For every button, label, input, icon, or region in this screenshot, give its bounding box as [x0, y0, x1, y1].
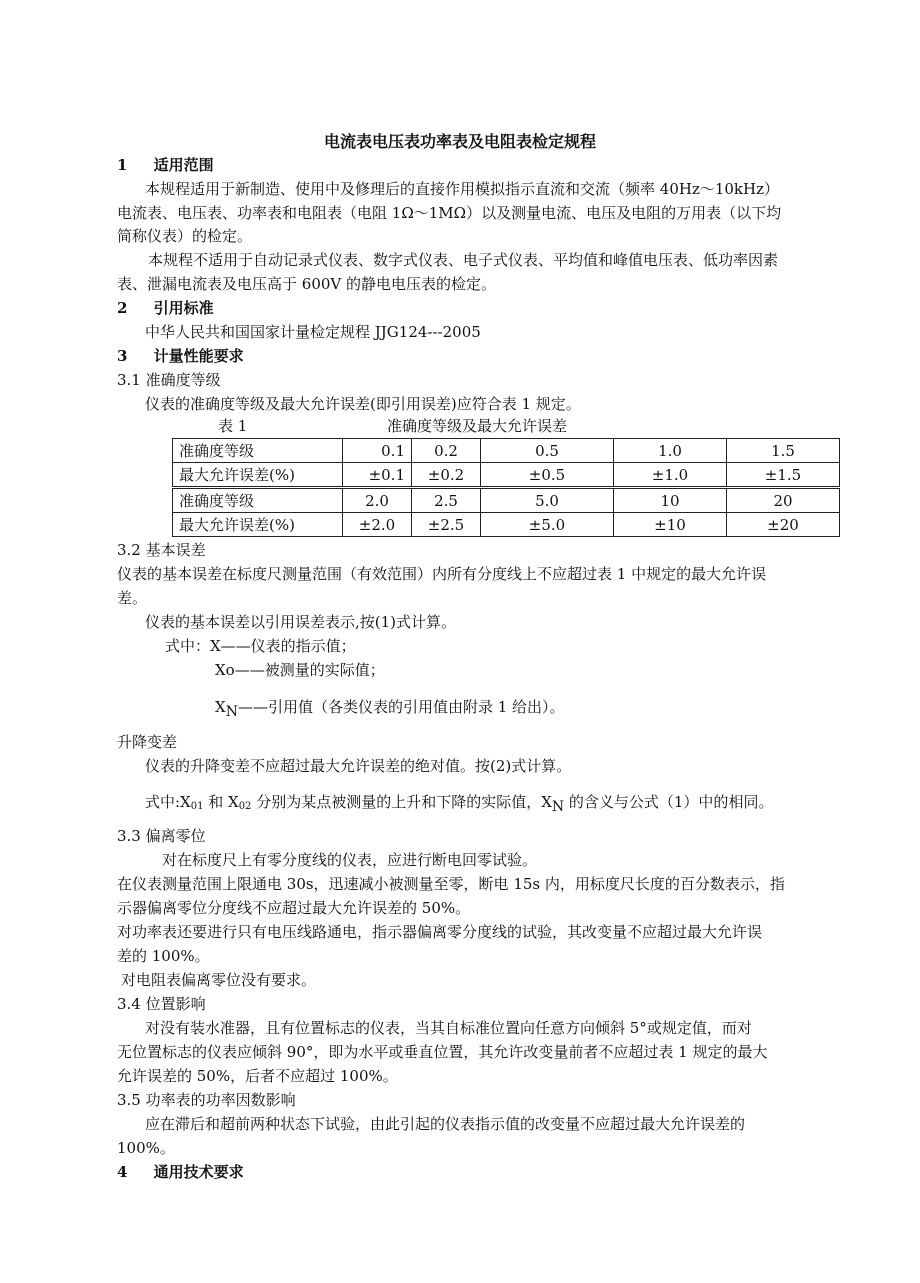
- table-cell: 20: [727, 488, 840, 513]
- text: 和 X: [203, 793, 239, 811]
- section-3-heading: [117, 346, 244, 366]
- table-cell: 1.0: [614, 439, 727, 463]
- subsection-heading: 3.3 偏离零位: [117, 827, 206, 845]
- table-cell: ±2.0: [343, 513, 412, 537]
- section-number: 3: [117, 347, 128, 365]
- paragraph-line: 在仪表测量范围上限通电 30s，迅速减小被测量至零，断电 15s 内，用标度尺长度的百分数表示，指: [117, 875, 785, 893]
- formula-legend-line: Xo——被测量的实际值；: [215, 661, 385, 679]
- text: 式中:X: [145, 793, 191, 811]
- paragraph-line: 仪表的准确度等级及最大允许误差(即引用误差)应符合表 1 规定。: [145, 395, 581, 413]
- section-title: 引用标准: [153, 299, 214, 317]
- table-cell: ±10: [614, 513, 727, 537]
- table-cell: 1.5: [727, 439, 840, 463]
- text: 分别为某点被测量的上升和下降的实际值，X: [251, 793, 552, 811]
- table-row: [173, 513, 840, 537]
- formula-legend-line: 式中：X——仪表的指示值；: [165, 637, 356, 655]
- paragraph-line: 电流表、电压表、功率表和电阻表（电阻 1Ω～1MΩ）以及测量电流、电压及电阻的万用表（以下均: [117, 204, 782, 222]
- paragraph-line: 差的 100%。: [117, 947, 210, 965]
- paragraph-line: 本规程适用于新制造、使用中及修理后的直接作用模拟指示直流和交流（频率 40Hz～10kHz）: [145, 180, 780, 198]
- table-cell: 0.5: [481, 439, 614, 463]
- subsection-heading: 3.4 位置影响: [117, 995, 206, 1013]
- table-cell: 2.0: [343, 488, 412, 513]
- paragraph-line: 100%。: [117, 1139, 175, 1157]
- symbol-subscript: N: [225, 704, 238, 720]
- table-cell: 10: [614, 488, 727, 513]
- table-cell: ±2.5: [412, 513, 481, 537]
- accuracy-table: [172, 438, 840, 537]
- symbol: X: [215, 698, 226, 716]
- subsection-heading: 3.2 基本误差: [117, 541, 206, 559]
- table-row: [173, 488, 840, 513]
- table-cell: 2.5: [412, 488, 481, 513]
- subscript: 01: [190, 801, 204, 812]
- section-number: 1: [117, 156, 128, 174]
- subscript: N: [551, 799, 565, 815]
- subsection-heading: 3.1 准确度等级: [117, 371, 221, 389]
- subsection-heading: 升降变差: [117, 733, 178, 751]
- paragraph-line: 仪表的基本误差以引用误差表示,按(1)式计算。: [145, 613, 457, 631]
- section-4-heading: [117, 1162, 244, 1182]
- paragraph-line: 对功率表还要进行只有电压线路通电，指示器偏离零分度线的试验，其改变量不应超过最大允许误: [117, 923, 763, 941]
- section-number: 4: [117, 1163, 128, 1181]
- paragraph-line: 表、泄漏电流表及电压高于 600V 的静电电压表的检定。: [117, 275, 497, 293]
- paragraph-line: 仪表的升降变差不应超过最大允许误差的绝对值。按(2)式计算。: [145, 757, 572, 775]
- table-cell: 准确度等级: [173, 488, 343, 513]
- paragraph-line: 本规程不适用于自动记录式仪表、数字式仪表、电子式仪表、平均值和峰值电压表、低功率因素: [148, 251, 779, 269]
- table-cell: ±1.0: [614, 463, 727, 488]
- paragraph-line: 允许误差的 50%，后者不应超过 100%。: [117, 1067, 398, 1085]
- section-1-heading: [117, 155, 214, 175]
- legend-text: ——引用值（各类仪表的引用值由附录 1 给出）。: [237, 698, 565, 716]
- table-cell: ±0.5: [481, 463, 614, 488]
- table-cell: 最大允许误差(%): [173, 463, 343, 488]
- table-label: 表 1: [218, 417, 248, 435]
- table-row: [173, 439, 840, 463]
- table-cell: 5.0: [481, 488, 614, 513]
- section-number: 2: [117, 299, 128, 317]
- subsection-heading: 3.5 功率表的功率因数影响: [117, 1091, 296, 1109]
- formula-legend-line: [145, 792, 773, 817]
- table-cell: ±0.2: [412, 463, 481, 488]
- paragraph-line: 对在标度尺上有零分度线的仪表，应进行断电回零试验。: [162, 851, 538, 869]
- document-title: 电流表电压表功率表及电阻表检定规程: [323, 132, 596, 151]
- section-title: 计量性能要求: [153, 347, 244, 365]
- table-cell: ±1.5: [727, 463, 840, 488]
- table-cell: 0.1: [343, 439, 412, 463]
- text: 的含义与公式（1）中的相同。: [564, 793, 774, 811]
- paragraph-line: 中华人民共和国国家计量检定规程 JJG124---2005: [145, 323, 481, 341]
- table-row: [173, 463, 840, 488]
- paragraph-line: 差。: [117, 589, 148, 607]
- paragraph-line: 简称仪表）的检定。: [117, 227, 253, 245]
- table-cell: ±0.1: [343, 463, 412, 488]
- subscript: 02: [238, 801, 252, 812]
- paragraph-line: 示器偏离零位分度线不应超过最大允许误差的 50%。: [117, 899, 471, 917]
- table-cell: ±20: [727, 513, 840, 537]
- table-cell: 最大允许误差(%): [173, 513, 343, 537]
- table-cell: 准确度等级: [173, 439, 343, 463]
- paragraph-line: 应在滞后和超前两种状态下试验，由此引起的仪表指示值的改变量不应超过最大允许误差的: [145, 1115, 746, 1133]
- formula-legend-line: [215, 697, 565, 722]
- paragraph-line: 无位置标志的仪表应倾斜 90°，即为水平或垂直位置，其允许改变量前者不应超过表 1 规定的最大: [117, 1043, 768, 1061]
- section-2-heading: [117, 298, 214, 318]
- table-caption: 准确度等级及最大允许误差: [387, 417, 568, 435]
- section-title: 适用范围: [153, 156, 214, 174]
- paragraph-line: 对没有装水准器，且有位置标志的仪表，当其自标准位置向任意方向倾斜 5°或规定值，而对: [145, 1019, 752, 1037]
- paragraph-line: 仪表的基本误差在标度尺测量范围（有效范围）内所有分度线上不应超过表 1 中规定的最大允许误: [117, 565, 767, 583]
- paragraph-line: 对电阻表偏离零位没有要求。: [121, 971, 317, 989]
- table-cell: 0.2: [412, 439, 481, 463]
- section-title: 通用技术要求: [153, 1163, 244, 1181]
- table-cell: ±5.0: [481, 513, 614, 537]
